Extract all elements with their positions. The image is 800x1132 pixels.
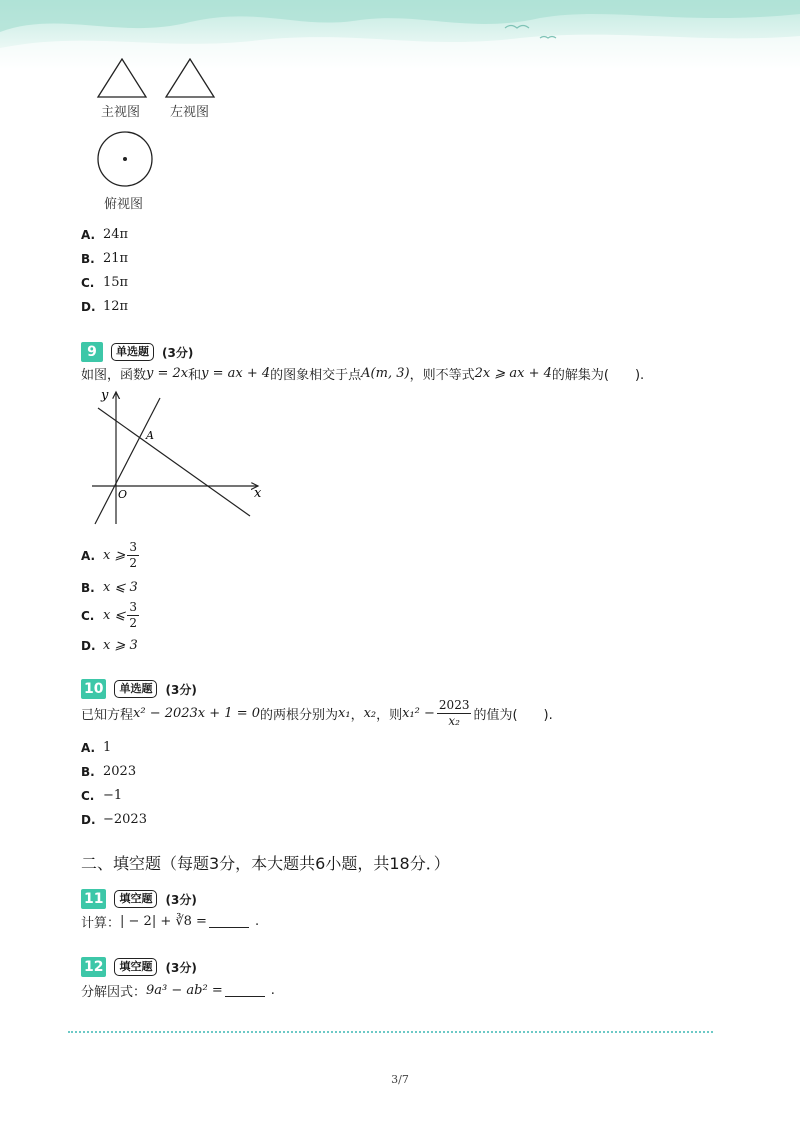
q8-option-d[interactable]: D. 12π <box>81 299 129 314</box>
q8-option-a[interactable]: A. 24π <box>81 227 129 242</box>
q10-fraction: $\frac{2023}{\text{x₂}}$ <box>438 698 470 728</box>
q10-option-a[interactable]: A. 1 <box>81 740 112 755</box>
q10-option-d[interactable]: D. −2023 <box>81 812 147 827</box>
left-view-triangle <box>166 59 214 97</box>
q9-number-badge: 9 <box>81 342 103 362</box>
q10-option-c[interactable]: C. −1 <box>81 788 123 803</box>
front-view-triangle <box>98 59 146 97</box>
q11-score: (3分) <box>165 892 197 907</box>
q9-option-c-fraction: $\frac{3}{2}$ <box>129 600 137 630</box>
three-views-figure <box>94 58 224 188</box>
q10-header <box>81 679 197 699</box>
q12-number-badge: 12 <box>81 957 106 977</box>
q12-score: (3分) <box>165 960 197 975</box>
q8-option-c[interactable]: C. 15π <box>81 275 129 290</box>
footer-divider <box>68 1031 713 1033</box>
q10-option-b[interactable]: B. 2023 <box>81 764 137 779</box>
q9-type-badge: 单选题 <box>111 343 154 361</box>
q12-type-badge: 填空题 <box>114 958 157 976</box>
x-axis-label: x <box>254 486 262 501</box>
line-y-2x <box>95 398 160 524</box>
q12-header <box>81 957 197 977</box>
q9-header <box>81 342 193 362</box>
q10-number-badge: 10 <box>81 679 106 699</box>
q9-function-graph <box>88 386 268 531</box>
q11-question-text: 计算： | − 2| + ∛8 = . <box>81 914 260 931</box>
q9-option-a-fraction: $\frac{3}{2}$ <box>129 540 137 570</box>
q9-option-b[interactable]: B. x ⩽ 3 <box>81 580 138 595</box>
q10-type-badge: 单选题 <box>114 680 157 698</box>
q11-answer-blank[interactable] <box>209 915 249 928</box>
section-2-title: 二、填空题（每题3分，本大题共6小题，共18分．） <box>81 854 450 873</box>
q10-score: (3分) <box>165 682 197 697</box>
left-view-label: 左视图 <box>170 105 210 120</box>
page-number: 3/7 <box>391 1073 409 1086</box>
q8-option-b[interactable]: B. 21π <box>81 251 129 266</box>
q10-question-text: 已知方程 x² − 2023x + 1 = 0 的两根分别为 x₁ ， x₂ ，则 x₁² − $\frac{2023}{\text{x₂}}$ 的值为( ). <box>81 698 553 728</box>
top-view-label: 俯视图 <box>104 197 144 212</box>
q12-answer-blank[interactable] <box>225 984 265 997</box>
q9-option-c[interactable]: C. x ⩽ $\frac{3}{2}$ <box>81 600 137 630</box>
y-axis-label: y <box>101 388 109 403</box>
front-view-label: 主视图 <box>101 105 141 120</box>
q9-option-d[interactable]: D. x ⩾ 3 <box>81 638 138 653</box>
q11-number-badge: 11 <box>81 889 106 909</box>
q9-question-text: 如图，函数 y = 2x 和 y = ax + 4 的图象相交于点 A(m, 3) ，则不等式 2x ⩾ ax + 4 的解集为( ). <box>81 366 645 383</box>
q12-question-text: 分解因式： 9a³ − ab² = . <box>81 983 275 1000</box>
q11-header <box>81 889 197 909</box>
q11-type-badge: 填空题 <box>114 890 157 908</box>
q9-score: (3分) <box>162 345 194 360</box>
point-a-label: A <box>146 429 154 442</box>
top-view-center-dot <box>123 157 127 161</box>
origin-label: O <box>118 488 128 501</box>
q9-option-a[interactable]: A. x ⩾ $\frac{3}{2}$ <box>81 540 137 570</box>
